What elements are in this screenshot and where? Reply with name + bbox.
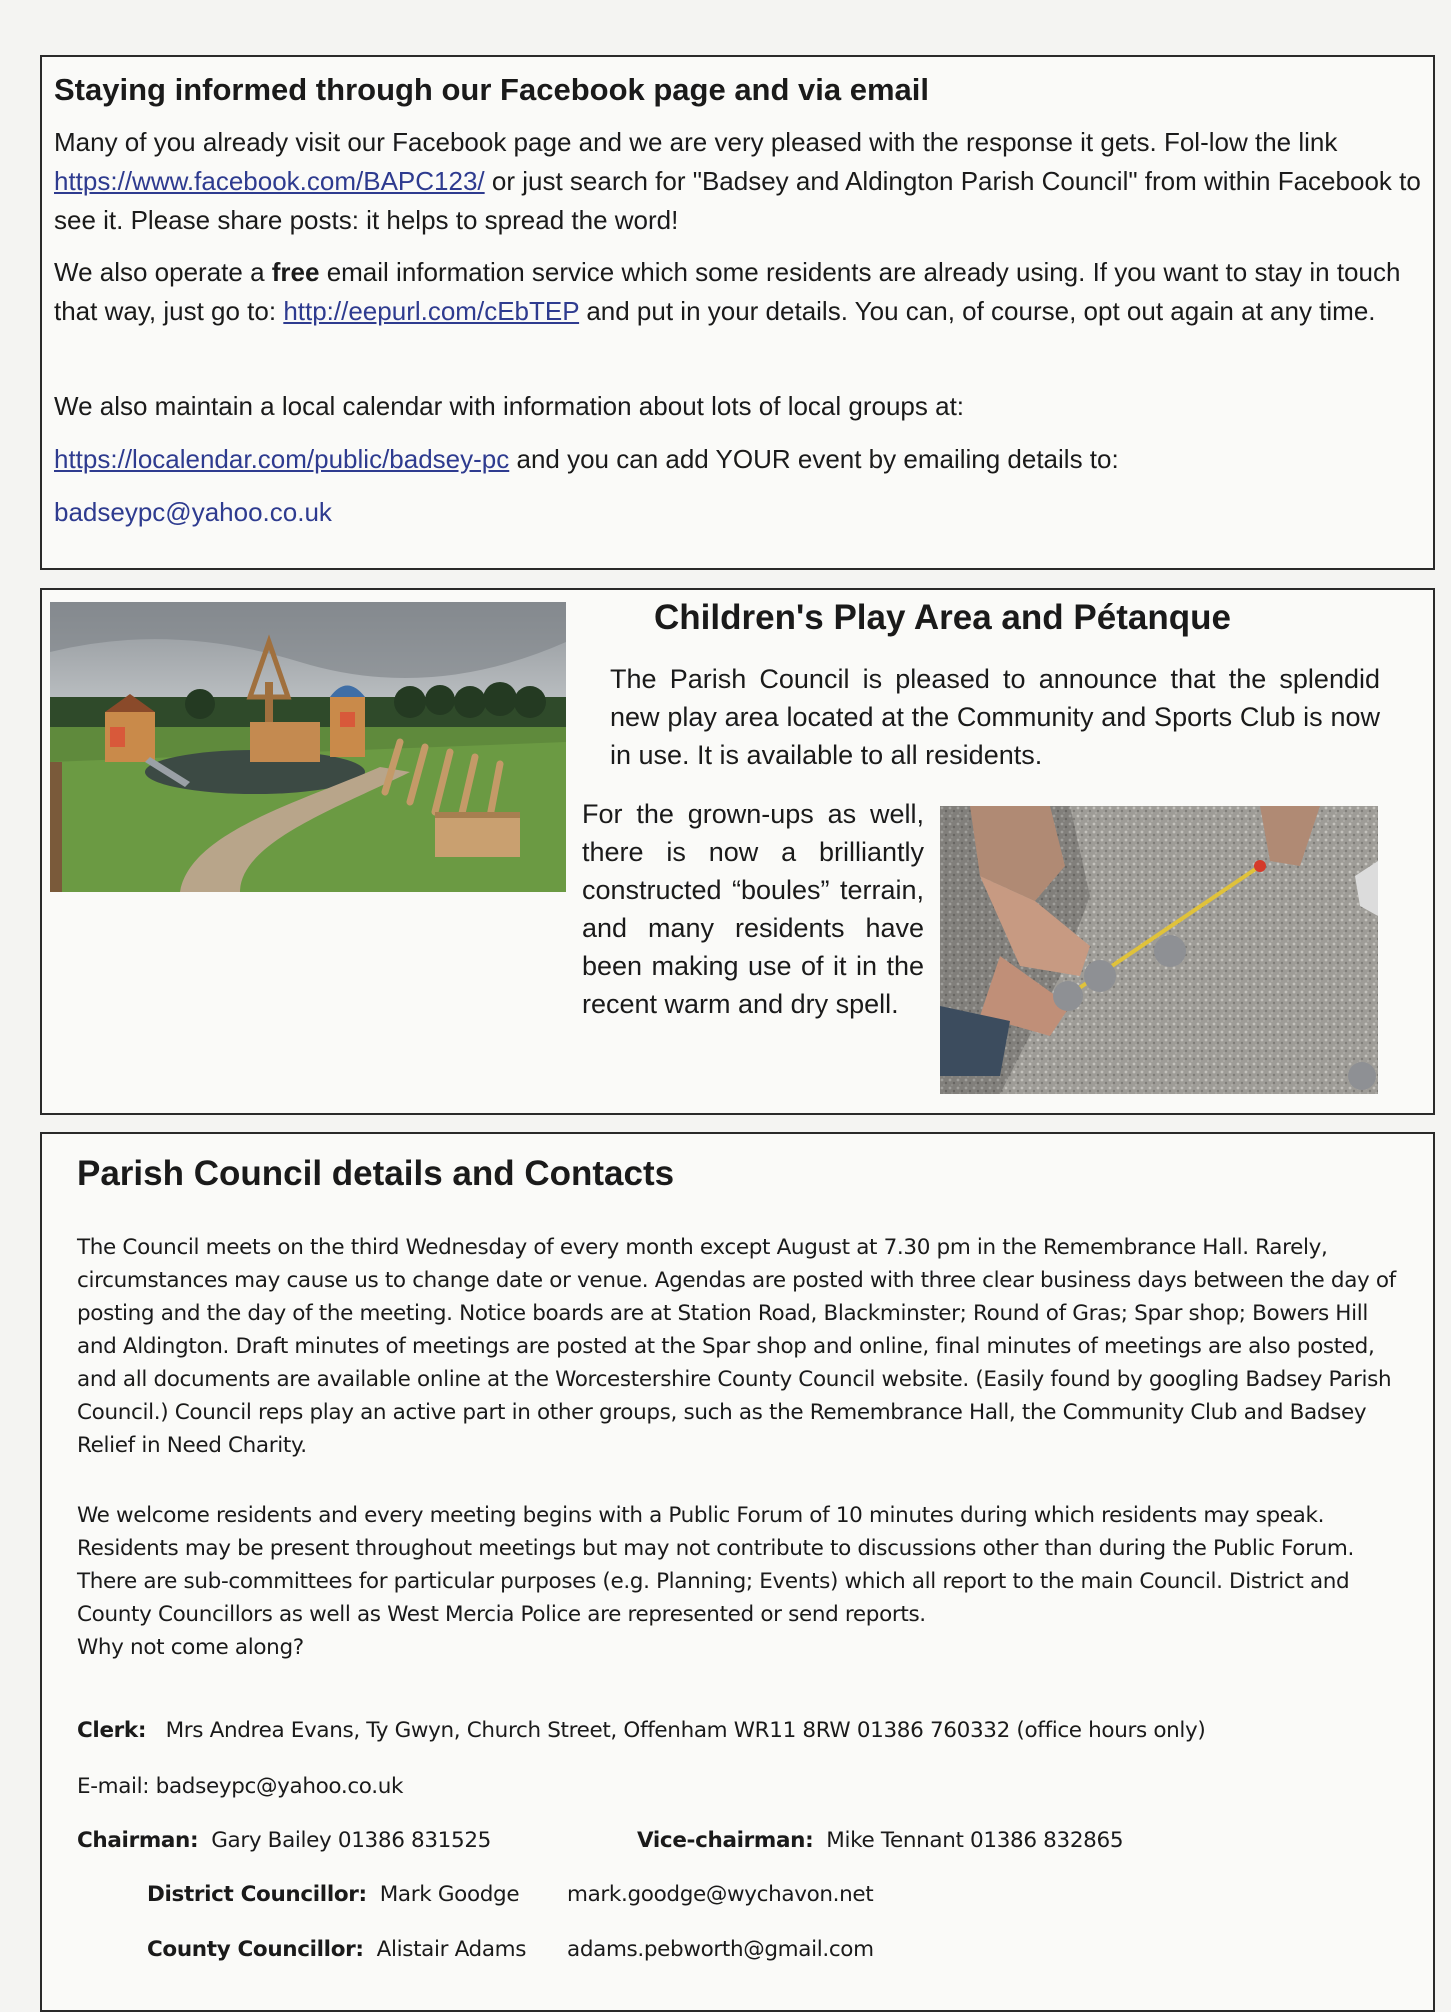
play-area-heading: Children's Play Area and Pétanque xyxy=(654,598,1231,637)
calendar-link-paragraph: https://localendar.com/public/badsey-pc and you can add YOUR event by emailing details to: xyxy=(54,444,1119,474)
come-along-text: Why not come along? xyxy=(77,1635,304,1660)
boules-paragraph: For the grown-ups as well, there is now a brilliantly constructed “boules” terrain, and many residents have been making use of it in the recent warm and dry spell. xyxy=(582,799,924,1019)
council-contacts-section xyxy=(40,1132,1435,2012)
play-area-photo xyxy=(50,602,566,892)
clerk-contact: Clerk: Mrs Andrea Evans, Ty Gwyn, Church Street, Offenham WR11 8RW 01386 760332 (office hours only) xyxy=(77,1718,1206,1743)
boules-photo xyxy=(940,806,1378,1094)
chairman-contact: Chairman: Gary Bailey 01386 831525 xyxy=(77,1828,491,1853)
facebook-heading: Staying informed through our Facebook page and via email xyxy=(54,72,930,107)
facebook-paragraph: Many of you already visit our Facebook page and we are very pleased with the response it gets. Fol-low the link https://www.facebook.com/BAPC123/ or just search for "Badsey and Aldington Parish Council" from within Facebook to see it. Please share posts: it helps to spread the word! xyxy=(54,127,1421,235)
county-councillor-email[interactable]: adams.pebworth@gmail.com xyxy=(567,1937,874,1962)
council-meetings-paragraph: The Council meets on the third Wednesday of every month except August at 7.30 pm in the Remembrance Hall. Rarely, circumstances may cause us to change date or venue. Agendas are posted with three clear business days between the day of posting and the day of the meeting. Notice boards are at Station Road, Blackminster; Round of Gras; Spar shop; Bowers Hill and Aldington. Draft minutes of meetings are posted at the Spar shop and online, final minutes of meetings are also posted, and all documents are available online at the Worcestershire County Council website. (Easily found by googling Badsey Parish Council.) Council reps play an active part in other groups, such as the Remembrance Hall, the Community Club and Badsey Relief in Need Charity. xyxy=(77,1235,1396,1458)
eepurl-link[interactable]: http://eepurl.com/cEbTEP xyxy=(283,296,580,326)
localendar-link[interactable]: https://localendar.com/public/badsey-pc xyxy=(54,444,510,474)
facebook-email-section xyxy=(40,55,1435,570)
vice-chairman-contact: Vice-chairman: Mike Tennant 01386 832865 xyxy=(637,1828,1124,1853)
district-councillor-label: District Councillor: Mark Goodge xyxy=(147,1882,520,1907)
play-area-paragraph: The Parish Council is pleased to announce that the splendid new play area located at the Community and Sports Club is now in use. It is available to all residents. xyxy=(610,664,1380,770)
play-area-section xyxy=(40,588,1435,1115)
council-heading: Parish Council details and Contacts xyxy=(77,1154,675,1193)
email-service-paragraph: We also operate a free email information service which some residents are already using. If you want to stay in touch that way, just go to: http://eepurl.com/cEbTEP and put in your details. You can, of course, opt out again at any time. xyxy=(54,257,1401,326)
email-contact: E-mail: badseypc@yahoo.co.uk xyxy=(77,1774,404,1799)
facebook-link[interactable]: https://www.facebook.com/BAPC123/ xyxy=(54,166,485,196)
calendar-paragraph: We also maintain a local calendar with information about lots of local groups at: xyxy=(54,391,965,421)
contact-email-link[interactable]: badseypc@yahoo.co.uk xyxy=(54,497,332,527)
county-councillor-label: County Councillor: Alistair Adams xyxy=(147,1937,527,1962)
public-forum-paragraph: We welcome residents and every meeting begins with a Public Forum of 10 minutes during which residents may speak. Residents may be present throughout meetings but may not contribute to discussions other than during the Public Forum. There are sub-committees for particular purposes (e.g. Planning; Events) which all report to the main Council. District and County Councillors as well as West Mercia Police are represented or send reports. xyxy=(77,1503,1354,1627)
district-councillor-email[interactable]: mark.goodge@wychavon.net xyxy=(567,1882,874,1907)
email-address xyxy=(54,493,1424,532)
